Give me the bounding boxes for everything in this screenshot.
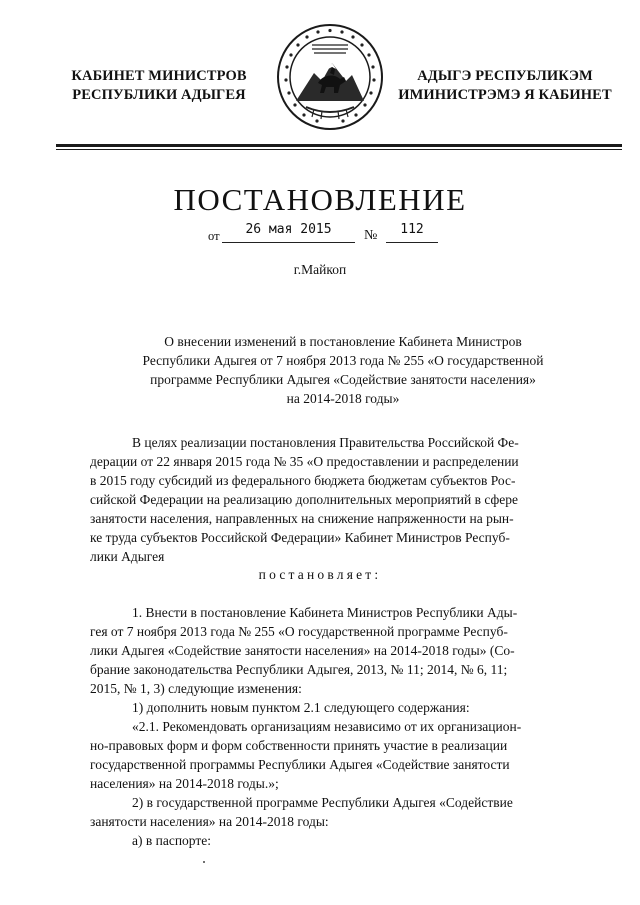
body-line-9: государственной программы Республики Адыгея «Содействие занятости <box>90 757 510 772</box>
number-sign: № <box>364 228 378 243</box>
adygea-coat-of-arms-icon <box>276 23 384 131</box>
issuer-name-russian <box>52 67 266 105</box>
header-divider-thick <box>56 144 622 147</box>
subject-line-2: Республики Адыгея от 7 ноября 2013 года № 255 «О государственной <box>142 353 544 368</box>
issuer-left-line-2: РЕСПУБЛИКИ АДЫГЕЯ <box>72 87 246 103</box>
body-line-5: 2015, № 1, 3) следующие изменения: <box>90 681 302 696</box>
number-underline <box>386 242 438 243</box>
body-line-12: занятости населения» на 2014-2018 годы: <box>90 814 329 829</box>
preamble-line-5: занятости населения, направленных на снижение напряженности на рын- <box>90 511 514 526</box>
body-line-10: населения» на 2014-2018 годы.»; <box>90 776 279 791</box>
body-line-6: 1) дополнить новым пунктом 2.1 следующего содержания: <box>132 700 470 715</box>
body-line-11: 2) в государственной программе Республики Адыгея «Содействие <box>132 795 513 810</box>
body-line-7: «2.1. Рекомендовать организациям независимо от их организацион- <box>132 719 522 734</box>
preamble-line-6: ке труда субъектов Российской Федерации» Кабинет Министров Респуб- <box>90 530 510 545</box>
header-divider-thin <box>56 149 622 150</box>
body-line-8: но-правовых форм и форм собственности принять участие в реализации <box>90 738 508 753</box>
document-title: ПОСТАНОВЛЕНИЕ <box>173 182 467 217</box>
issuer-left-line-1: КАБИНЕТ МИНИСТРОВ <box>71 68 247 84</box>
preamble-line-4: сийской Федерации на реализацию дополнительных мероприятий в сфере <box>90 492 518 507</box>
subject-line-3: программе Республики Адыгея «Содействие занятости населения» <box>150 372 536 387</box>
body-line-4: брание законодательства Республики Адыгея, 2013, № 11; 2014, № 6, 11; <box>90 662 508 677</box>
decree-word: постановляет: <box>258 567 382 582</box>
preamble-line-3: в 2015 году субсидий из федерального бюджета бюджетам субъектов Рос- <box>90 473 516 488</box>
subject-line-4: на 2014-2018 годы» <box>286 391 400 406</box>
issue-city: г.Майкоп <box>293 262 347 277</box>
body-line-3: лики Адыгея «Содействие занятости населения» на 2014-2018 годы» (Со- <box>90 643 515 658</box>
issuer-right-line-2: ИМИНИСТРЭМЭ Я КАБИНЕТ <box>398 87 612 103</box>
document-date: 26 мая 2015 <box>245 222 332 237</box>
subject-line-1: О внесении изменений в постановление Кабинета Министров <box>164 334 522 349</box>
scan-speck <box>203 861 205 863</box>
preamble-line-1: В целях реализации постановления Правительства Российской Фе- <box>132 435 519 450</box>
issuer-right-line-1: АДЫГЭ РЕСПУБЛИКЭМ <box>417 68 593 84</box>
body-line-1: 1. Внести в постановление Кабинета Министров Республики Ады- <box>132 605 518 620</box>
preamble-line-2: дерации от 22 января 2015 года № 35 «О предоставлении и распределении <box>90 454 519 469</box>
body-line-2: гея от 7 ноября 2013 года № 255 «О государственной программе Респуб- <box>90 624 508 639</box>
document-number: 112 <box>400 222 424 237</box>
date-prefix: от <box>208 229 220 243</box>
body-line-13: а) в паспорте: <box>132 833 212 848</box>
preamble-line-7: лики Адыгея <box>90 549 165 564</box>
date-underline <box>222 242 355 243</box>
issuer-name-adyghe <box>386 67 624 105</box>
